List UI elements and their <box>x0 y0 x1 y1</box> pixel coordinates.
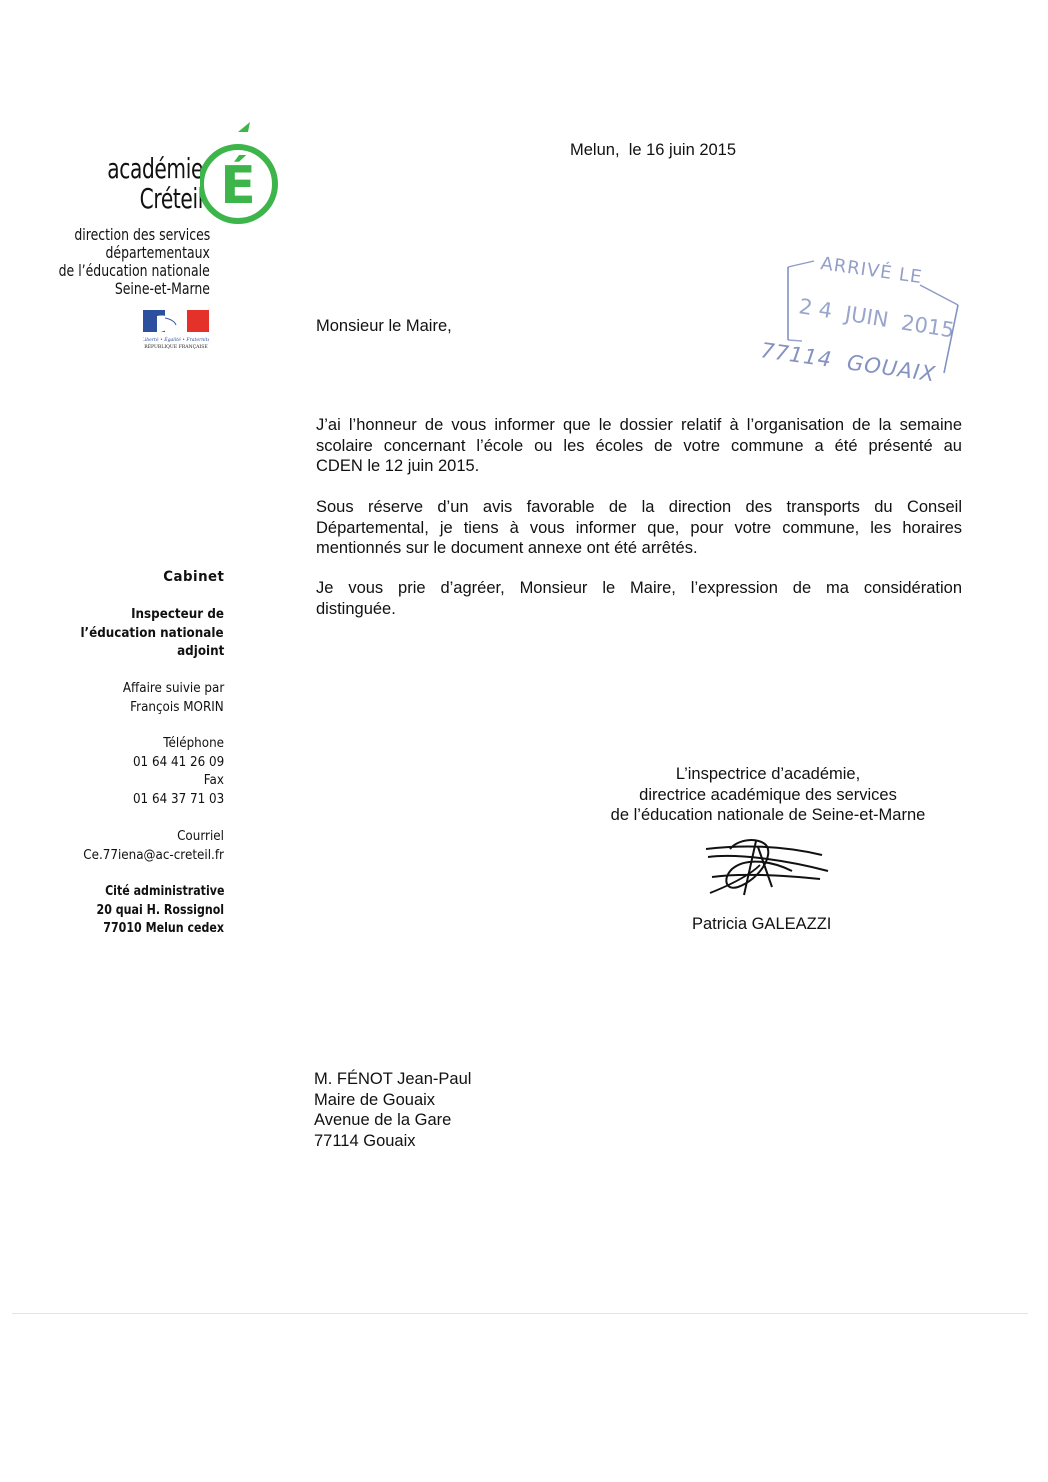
sidebar-follow-name: François MORIN <box>130 699 224 715</box>
letter-paragraph-2 <box>316 497 962 559</box>
page-bottom-rule <box>12 1313 1028 1314</box>
sidebar-mail-address: Ce.77iena@ac-creteil.fr <box>83 847 224 863</box>
signatory-title-line-2: directrice académique des services <box>639 785 897 804</box>
paragraph-1-line-2: scolaire concernant l’école ou les écoles de votre commune a été présenté au <box>316 436 962 455</box>
sidebar-fax-label: Fax <box>203 773 224 788</box>
signatory-title-line-1: L’inspectrice d’académie, <box>675 765 861 783</box>
marianne-flag-icon <box>143 310 209 352</box>
paragraph-1-line-3: CDEN le 12 juin 2015. <box>316 457 480 475</box>
signatory-title-line-3: de l’éducation nationale de Seine-et-Marne <box>610 806 926 824</box>
sidebar-phone-number: 01 64 41 26 09 <box>132 754 224 770</box>
logo-word-academie: académie <box>107 152 203 185</box>
sidebar-address-line-2: 20 quai H. Rossignol <box>96 902 224 918</box>
received-stamp <box>744 245 966 405</box>
letter-date: Melun, le 16 juin 2015 <box>570 141 737 159</box>
paragraph-1-line-1: J’ai l’honneur de vous informer que le dossier relatif à l’organisation de la semaine <box>316 416 962 434</box>
paragraph-2-line-2: Départemental, je tiens à vous informer que, pour votre commune, les horaires <box>316 518 962 537</box>
recipient-line-1: M. FÉNOT Jean-Paul <box>314 1070 472 1088</box>
paragraph-3-line-2: distinguée. <box>316 599 396 618</box>
recipient-line-2: Maire de Gouaix <box>314 1090 436 1109</box>
paragraph-2-line-3: mentionnés sur le document annexe ont été arrêtés. <box>316 539 698 557</box>
department-line-4: Seine-et-Marne <box>114 279 210 298</box>
sidebar-office-line-3: adjoint <box>176 644 224 659</box>
letter-paragraph-3 <box>316 578 962 619</box>
recipient-line-3: Avenue de la Gare <box>314 1111 452 1129</box>
logo-e-circle-icon <box>200 118 290 228</box>
logo-word-creteil: Créteil <box>139 182 203 215</box>
paragraph-3-line-1: Je vous prie d’agréer, Monsieur le Maire, l’expression de ma considération <box>316 579 962 597</box>
sidebar-address-line-1: Cité administrative <box>104 884 224 899</box>
sidebar-follow-label: Affaire suivie par <box>122 681 224 696</box>
letter-paragraph-1 <box>316 415 962 477</box>
sidebar-phone-label: Téléphone <box>163 736 224 751</box>
signatory-title <box>560 764 976 826</box>
stamp-line-1: ARRIVÉ LE <box>819 253 924 289</box>
paragraph-2-line-1: Sous réserve d’un avis favorable de la direction des transports du Conseil <box>316 498 962 516</box>
sidebar-office-line-2: l’éducation nationale <box>80 625 224 641</box>
republic-motto: Liberté • Égalité • Fraternité <box>143 338 209 343</box>
letter-salutation: Monsieur le Maire, <box>316 317 452 335</box>
sidebar-address-line-3: 77010 Melun cedex <box>103 921 224 936</box>
academie-creteil-logo <box>105 118 285 228</box>
department-line-2: départementaux <box>105 243 210 262</box>
stamp-line-2: 2 4 JUIN 2015 <box>797 294 957 343</box>
recipient-address <box>314 1069 471 1151</box>
stamp-line-3: 77114 GOUAIX <box>759 338 938 387</box>
sidebar-mail-label: Courriel <box>177 829 224 844</box>
republique-francaise-logo <box>143 310 209 352</box>
department-line-1: direction des services <box>74 225 210 244</box>
handwritten-signature <box>700 835 835 905</box>
signature-icon <box>700 835 835 905</box>
republic-name: RÉPUBLIQUE FRANÇAISE <box>144 345 208 350</box>
recipient-line-4: 77114 Gouaix <box>314 1131 416 1150</box>
received-stamp-frame <box>744 245 966 405</box>
sidebar-office-line-1: Inspecteur de <box>131 607 224 622</box>
signatory-name: Patricia GALEAZZI <box>692 915 832 933</box>
department-line-3: de l’éducation nationale <box>58 261 210 280</box>
sidebar-fax-number: 01 64 37 71 03 <box>132 791 224 807</box>
sidebar-cabinet: Cabinet <box>162 569 224 585</box>
logo-letter: É <box>220 156 256 216</box>
